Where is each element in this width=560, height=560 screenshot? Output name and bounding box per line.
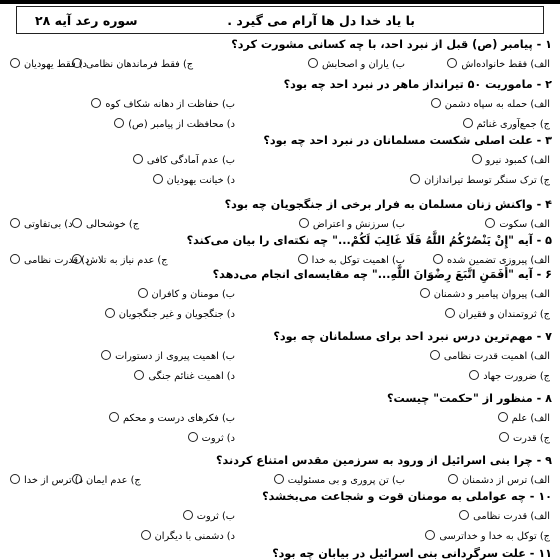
answer-bubble-icon[interactable] (430, 350, 440, 360)
answer-bubble-icon[interactable] (472, 154, 482, 164)
option-label: الف) اهمیت قدرت نظامی (443, 351, 550, 362)
question-2-text: ۲ - ماموریت ۵۰ تیرانداز ماهر در نبرد احد چه بود؟ (283, 78, 552, 91)
answer-bubble-icon[interactable] (447, 58, 457, 68)
option-label: د) جنگجویان و غیر جنگجویان (118, 309, 235, 320)
question-4-option-2[interactable] (299, 218, 405, 230)
answer-bubble-icon[interactable] (425, 530, 435, 540)
option-label: ج) جمع‌آوری غنائم (476, 119, 550, 130)
question-1-option-3[interactable] (72, 58, 193, 70)
answer-bubble-icon[interactable] (485, 218, 495, 228)
option-label: د) اهمیت غنائم جنگی (148, 371, 235, 382)
answer-bubble-icon[interactable] (109, 412, 119, 422)
question-1-option-4[interactable] (10, 58, 87, 70)
question-1-option-1[interactable] (447, 58, 550, 70)
option-label: ب) اهمیت توکل به خدا (311, 255, 405, 266)
answer-bubble-icon[interactable] (183, 510, 193, 520)
answer-bubble-icon[interactable] (299, 218, 309, 228)
question-3-option-2[interactable] (133, 154, 235, 166)
option-label: ج) توکل به خدا و خداترسی (439, 531, 550, 542)
question-10-option-2[interactable] (183, 510, 235, 522)
answer-bubble-icon[interactable] (420, 288, 430, 298)
question-6-option-1[interactable] (420, 288, 550, 300)
option-label: ج) ترک سنگر توسط تیراندازان (424, 175, 550, 186)
answer-bubble-icon[interactable] (463, 118, 473, 128)
question-3-text: ۳ - علت اصلی شکست مسلمانان در نبرد احد چه بود؟ (263, 134, 552, 147)
answer-bubble-icon[interactable] (101, 350, 111, 360)
question-10-option-3[interactable] (425, 530, 550, 542)
question-9-option-2[interactable] (274, 474, 405, 486)
question-11-text: ۱۱ - علت سرگردانی بنی اسرائیل در بیابان چه بود؟ (272, 547, 552, 560)
answer-bubble-icon[interactable] (10, 58, 20, 68)
answer-bubble-icon[interactable] (298, 254, 308, 264)
option-label: الف) علم (511, 413, 550, 424)
option-label: الف) فقط خانواده‌اش (461, 59, 550, 70)
question-5-option-4[interactable] (10, 254, 89, 266)
question-6-text: ۶ - آیه "أَفَمَنِ اتَّبَعَ رِضْوَانَ اللَّهِ..." چه مقایسه‌ای انجام می‌دهد؟ (212, 268, 552, 281)
question-10-option-4[interactable] (141, 530, 235, 542)
question-8-option-2[interactable] (109, 412, 235, 424)
question-9-option-4[interactable] (10, 474, 83, 486)
option-label: ب) مومنان و کافران (151, 289, 235, 300)
answer-bubble-icon[interactable] (431, 98, 441, 108)
question-6-option-3[interactable] (445, 308, 550, 320)
option-label: الف) پیروزی تضمین شده (446, 255, 550, 266)
question-8-option-4[interactable] (188, 432, 235, 444)
question-7-option-3[interactable] (469, 370, 550, 382)
option-label: الف) حمله به سپاه دشمن (444, 99, 550, 110)
question-2-option-4[interactable] (114, 118, 235, 130)
answer-bubble-icon[interactable] (10, 218, 20, 228)
option-label: الف) ترس از دشمنان (462, 475, 550, 486)
answer-bubble-icon[interactable] (91, 98, 101, 108)
answer-bubble-icon[interactable] (141, 530, 151, 540)
answer-bubble-icon[interactable] (469, 370, 479, 380)
question-6-option-2[interactable] (138, 288, 235, 300)
header-title: با یاد خدا دل ها آرام می گیرد . (227, 13, 415, 28)
question-4-option-4[interactable] (10, 218, 72, 230)
question-9-text: ۹ - چرا بنی اسرائیل از ورود به سرزمین مقدس امتناع کردند؟ (216, 454, 552, 467)
answer-bubble-icon[interactable] (448, 474, 458, 484)
answer-bubble-icon[interactable] (308, 58, 318, 68)
option-label: ج) خوشحالی (86, 219, 140, 230)
question-4-text: ۴ - واکنش زنان مسلمان به فرار برخی از جنگجویان چه بود؟ (224, 198, 552, 211)
option-label: الف) قدرت نظامی (473, 511, 550, 522)
question-7-text: ۷ - مهم‌ترین درس نبرد احد برای مسلمانان چه بود؟ (273, 330, 552, 343)
question-5-text: ۵ - آیه "إِنْ يَنْصُرْكُمُ اللَّهُ فَلَا غَالِبَ لَكُمْ..." چه نکته‌ای را بیان می‌کند؟ (186, 234, 552, 247)
question-7-option-4[interactable] (134, 370, 235, 382)
option-label: د) دشمنی با دیگران (154, 531, 235, 542)
option-label: د) ترس از خدا (24, 475, 83, 486)
header-box (16, 6, 544, 34)
question-8-option-3[interactable] (499, 432, 550, 444)
option-label: الف) سکوت (499, 219, 550, 230)
answer-bubble-icon[interactable] (188, 432, 198, 442)
answer-bubble-icon[interactable] (410, 174, 420, 184)
option-label: الف) کمبود نیرو (485, 155, 550, 166)
question-8-option-1[interactable] (498, 412, 550, 424)
question-7-option-2[interactable] (101, 350, 235, 362)
option-label: ج) فقط فرماندهان نظامی (86, 59, 194, 70)
answer-bubble-icon[interactable] (445, 308, 455, 318)
option-label: ب) عدم آمادگی کافی (146, 155, 235, 166)
question-2-option-3[interactable] (463, 118, 550, 130)
question-1-option-2[interactable] (308, 58, 405, 70)
answer-bubble-icon[interactable] (10, 254, 20, 264)
answer-bubble-icon[interactable] (10, 474, 20, 484)
question-3-option-1[interactable] (472, 154, 550, 166)
question-3-option-4[interactable] (153, 174, 235, 186)
question-3-option-3[interactable] (410, 174, 550, 186)
option-label: ج) عدم نیاز به تلاش (86, 255, 168, 266)
option-label: د) خیانت یهودیان (166, 175, 235, 186)
question-10-text: ۱۰ - چه عواملی به مومنان قوت و شجاعت می‌بخشد؟ (262, 490, 552, 503)
answer-bubble-icon[interactable] (153, 174, 163, 184)
header-top-border (0, 0, 560, 4)
option-label: د) بی‌تفاوتی (24, 219, 73, 230)
question-8-text: ۸ - منظور از "حکمت" چیست؟ (387, 392, 552, 405)
answer-bubble-icon[interactable] (138, 288, 148, 298)
question-10-option-1[interactable] (459, 510, 550, 522)
option-label: ب) سرزنش و اعتراض (312, 219, 405, 230)
header-reference: سوره رعد آیه ۲۸ (35, 13, 138, 28)
question-5-option-2[interactable] (298, 254, 405, 266)
option-label: د) محافظت از پیامبر (ص) (128, 119, 235, 130)
answer-bubble-icon[interactable] (134, 370, 144, 380)
option-label: د) قدرت نظامی (24, 255, 90, 266)
option-label: ب) تن پروری و بی مسئولیت (287, 475, 405, 486)
answer-bubble-icon[interactable] (499, 432, 509, 442)
option-label: ب) حفاظت از دهانه شکاف کوه (105, 99, 235, 110)
option-label: ج) عدم ایمان (86, 475, 141, 486)
option-label: ب) یاران و اصحابش (321, 59, 405, 70)
option-label: ب) اهمیت پیروی از دستورات (115, 351, 235, 362)
option-label: ج) ثروتمندان و فقیران (458, 309, 550, 320)
question-6-option-4[interactable] (105, 308, 235, 320)
answer-bubble-icon[interactable] (114, 118, 124, 128)
question-2-option-2[interactable] (91, 98, 235, 110)
option-label: ج) ضرورت جهاد (483, 371, 550, 382)
answer-bubble-icon[interactable] (133, 154, 143, 164)
answer-bubble-icon[interactable] (459, 510, 469, 520)
answer-bubble-icon[interactable] (274, 474, 284, 484)
option-label: ب) ثروت (196, 511, 235, 522)
question-5-option-1[interactable] (433, 254, 550, 266)
answer-bubble-icon[interactable] (433, 254, 443, 264)
option-label: ج) قدرت (512, 433, 550, 444)
option-label: د) فقط یهودیان (24, 59, 87, 70)
answer-bubble-icon[interactable] (72, 218, 82, 228)
option-label: ب) فکرهای درست و محکم (123, 413, 235, 424)
question-4-option-3[interactable] (72, 218, 139, 230)
question-7-option-1[interactable] (430, 350, 550, 362)
option-label: الف) پیروان پیامبر و دشمنان (433, 289, 550, 300)
question-2-option-1[interactable] (431, 98, 550, 110)
option-label: د) ثروت (201, 433, 235, 444)
question-9-option-1[interactable] (448, 474, 550, 486)
answer-bubble-icon[interactable] (498, 412, 508, 422)
question-1-text: ۱ - پیامبر (ص) قبل از نبرد احد، با چه کسانی مشورت کرد؟ (231, 38, 552, 51)
question-4-option-1[interactable] (485, 218, 550, 230)
answer-bubble-icon[interactable] (105, 308, 115, 318)
